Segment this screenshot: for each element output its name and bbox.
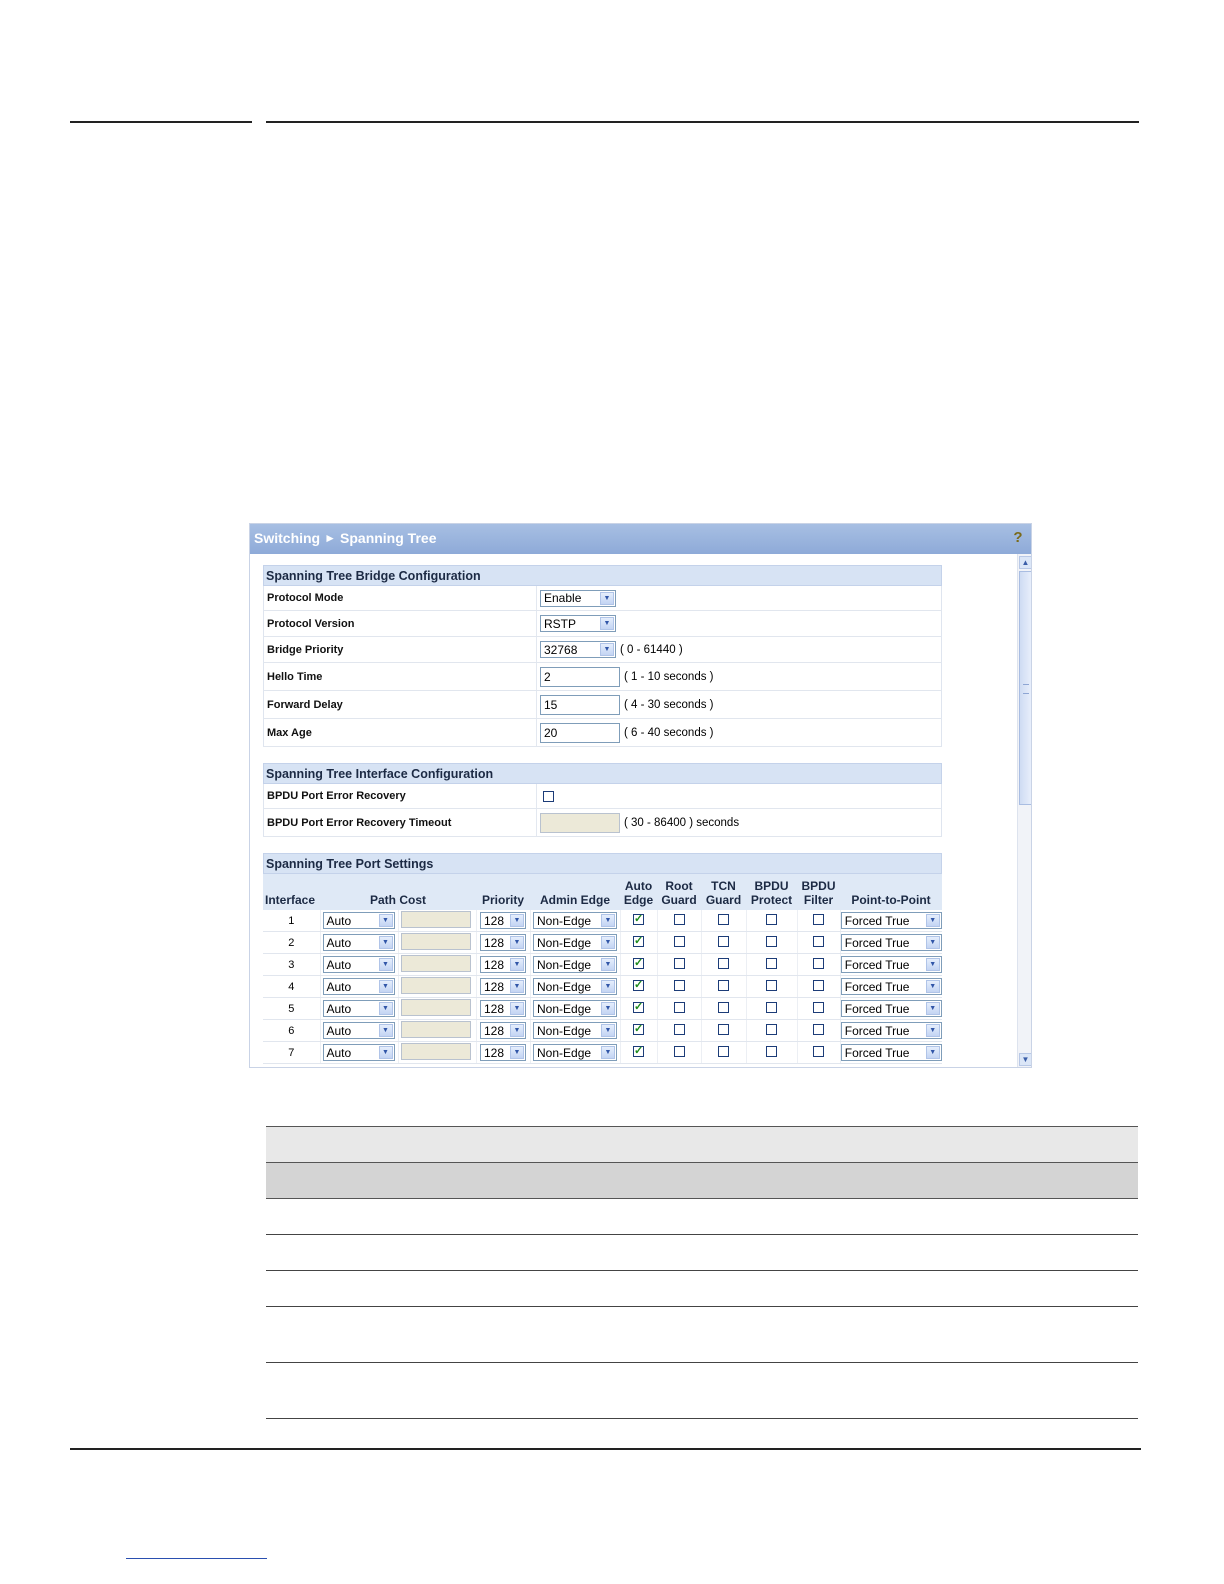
chevron-down-icon: ▼ <box>379 914 393 927</box>
interface-cell <box>263 998 320 1020</box>
bpdu-filter-checkbox[interactable] <box>813 936 824 947</box>
chevron-down-icon: ▼ <box>926 1002 940 1015</box>
priority-select[interactable] <box>480 934 526 951</box>
root-guard-checkbox[interactable] <box>674 1024 685 1035</box>
protocol-mode-value: Enable <box>544 591 582 605</box>
port-row <box>263 976 942 998</box>
admin-edge-select-value: Non-Edge <box>537 1001 592 1016</box>
chevron-down-icon: ▼ <box>601 980 615 993</box>
forward-delay-input[interactable]: 15 <box>540 695 620 715</box>
priority-select-value: 128 <box>484 979 505 994</box>
admin-edge-select[interactable] <box>533 912 617 929</box>
scroll-up-icon[interactable]: ▲ <box>1019 556 1032 569</box>
port-row <box>263 1042 942 1064</box>
protocol-version-value: RSTP <box>544 616 577 631</box>
path-cost-select[interactable] <box>323 1044 395 1061</box>
path-cost-input[interactable] <box>401 1021 471 1038</box>
path-cost-input[interactable] <box>401 977 471 994</box>
point-to-point-select-value: Forced True <box>844 979 910 994</box>
admin-edge-select[interactable] <box>533 1044 617 1061</box>
hello-time-row <box>263 663 942 691</box>
auto-edge-checkbox[interactable] <box>633 980 644 991</box>
interface-number: 3 <box>288 958 295 971</box>
chevron-down-icon: ▼ <box>510 1024 524 1037</box>
max-age-row <box>263 719 942 747</box>
tcn-guard-checkbox[interactable] <box>718 980 729 991</box>
scroll-down-icon[interactable]: ▼ <box>1019 1053 1032 1066</box>
interface-cell <box>263 976 320 998</box>
chevron-down-icon: ▼ <box>601 1046 615 1059</box>
point-to-point-select[interactable] <box>841 934 942 951</box>
auto-edge-checkbox[interactable] <box>633 1002 644 1013</box>
document-table <box>266 1126 1138 1419</box>
auto-edge-checkbox[interactable] <box>633 1024 644 1035</box>
chevron-down-icon: ▼ <box>601 936 615 949</box>
interface-number: 7 <box>288 1046 295 1059</box>
chevron-down-icon: ▼ <box>379 980 393 993</box>
chevron-down-icon: ▼ <box>510 936 524 949</box>
interface-cell <box>263 1042 320 1064</box>
chevron-down-icon: ▼ <box>510 980 524 993</box>
breadcrumb-arrow-icon: ► <box>324 531 337 545</box>
chevron-down-icon: ▼ <box>510 1046 524 1059</box>
path-cost-select-value: Auto <box>326 935 352 950</box>
chevron-down-icon: ▼ <box>600 592 614 605</box>
header-interface: Interface <box>265 893 316 907</box>
port-settings-table <box>263 874 942 1064</box>
admin-edge-select[interactable] <box>533 1000 617 1017</box>
forward-delay-label: Forward Delay <box>264 691 537 718</box>
priority-select[interactable] <box>480 1044 526 1061</box>
help-icon[interactable]: ? <box>1013 529 1023 546</box>
header-rule-left <box>70 121 252 123</box>
bpdu-filter-checkbox[interactable] <box>813 1024 824 1035</box>
bpdu-filter-checkbox[interactable] <box>813 1046 824 1057</box>
interface-cell <box>263 932 320 954</box>
interface-config-title: Spanning Tree Interface Configuration <box>263 763 942 784</box>
path-cost-select-value: Auto <box>326 1023 352 1038</box>
chevron-down-icon: ▼ <box>379 936 393 949</box>
path-cost-select[interactable] <box>323 1000 395 1017</box>
root-guard-checkbox[interactable] <box>674 914 685 925</box>
admin-edge-select-value: Non-Edge <box>537 979 592 994</box>
interface-number: 2 <box>288 936 295 949</box>
document-table-header <box>266 1126 1138 1163</box>
bpdu-protect-checkbox[interactable] <box>766 980 777 991</box>
protocol-mode-label: Protocol Mode <box>264 586 537 610</box>
admin-edge-select[interactable] <box>533 956 617 973</box>
chevron-down-icon: ▼ <box>926 914 940 927</box>
document-table-row <box>266 1307 1138 1363</box>
priority-select-value: 128 <box>484 935 505 950</box>
point-to-point-select-value: Forced True <box>844 935 910 950</box>
interface-number: 4 <box>288 980 295 993</box>
document-table-row <box>266 1199 1138 1235</box>
bpdu-protect-checkbox[interactable] <box>766 1002 777 1013</box>
admin-edge-select-value: Non-Edge <box>537 957 592 972</box>
path-cost-select-value: Auto <box>326 913 352 928</box>
bpdu-filter-checkbox[interactable] <box>813 1002 824 1013</box>
bpdu-protect-checkbox[interactable] <box>766 1024 777 1035</box>
path-cost-input[interactable] <box>401 1043 471 1060</box>
header-path-cost: Path Cost <box>369 893 426 907</box>
bridge-priority-range: ( 0 - 61440 ) <box>620 643 683 656</box>
port-table-header <box>263 874 942 910</box>
header-tcn-guard: TCN Guard <box>705 879 742 907</box>
admin-edge-select-value: Non-Edge <box>537 935 592 950</box>
chevron-down-icon: ▼ <box>379 958 393 971</box>
header-admin-edge: Admin Edge <box>539 893 610 907</box>
scrollbar-thumb[interactable] <box>1019 571 1032 805</box>
interface-cell <box>263 1020 320 1042</box>
root-guard-checkbox[interactable] <box>674 936 685 947</box>
bpdu-timeout-label: BPDU Port Error Recovery Timeout <box>264 809 537 836</box>
tcn-guard-checkbox[interactable] <box>718 1024 729 1035</box>
chevron-down-icon: ▼ <box>926 980 940 993</box>
port-row <box>263 910 942 932</box>
chevron-down-icon: ▼ <box>926 1024 940 1037</box>
port-settings-title: Spanning Tree Port Settings <box>263 853 942 874</box>
path-cost-select[interactable] <box>323 934 395 951</box>
max-age-label: Max Age <box>264 719 537 746</box>
priority-select[interactable] <box>480 956 526 973</box>
breadcrumb <box>254 530 436 546</box>
chevron-down-icon: ▼ <box>510 914 524 927</box>
forward-delay-range: ( 4 - 30 seconds ) <box>624 698 714 711</box>
header-auto-edge: Auto Edge <box>623 879 654 907</box>
header-priority: Priority <box>481 893 524 907</box>
path-cost-select-value: Auto <box>326 1045 352 1060</box>
admin-edge-select-value: Non-Edge <box>537 1045 592 1060</box>
protocol-mode-row <box>263 586 942 611</box>
bridge-priority-select[interactable] <box>540 641 616 658</box>
point-to-point-select-value: Forced True <box>844 1023 910 1038</box>
path-cost-select[interactable] <box>323 912 395 929</box>
path-cost-select-value: Auto <box>326 979 352 994</box>
bridge-config-section <box>263 565 942 747</box>
interface-cell <box>263 910 320 932</box>
point-to-point-select[interactable] <box>841 912 942 929</box>
root-guard-checkbox[interactable] <box>674 1002 685 1013</box>
root-guard-checkbox[interactable] <box>674 958 685 969</box>
priority-select[interactable] <box>480 1022 526 1039</box>
bpdu-filter-checkbox[interactable] <box>813 980 824 991</box>
max-age-input[interactable]: 20 <box>540 723 620 743</box>
hello-time-range: ( 1 - 10 seconds ) <box>624 670 714 683</box>
chevron-down-icon: ▼ <box>600 643 614 656</box>
admin-edge-select-value: Non-Edge <box>537 913 592 928</box>
chevron-down-icon: ▼ <box>510 958 524 971</box>
header-bpdu-protect: BPDU Protect <box>750 879 793 907</box>
bpdu-recovery-label: BPDU Port Error Recovery <box>264 784 537 808</box>
port-row <box>263 998 942 1020</box>
protocol-version-row <box>263 611 942 637</box>
priority-select-value: 128 <box>484 1001 505 1016</box>
root-guard-checkbox[interactable] <box>674 1046 685 1057</box>
bridge-priority-value: 32768 <box>544 642 578 657</box>
priority-select[interactable] <box>480 912 526 929</box>
bpdu-protect-checkbox[interactable] <box>766 958 777 969</box>
footer-link-underline[interactable] <box>126 1558 267 1559</box>
priority-select[interactable] <box>480 978 526 995</box>
bridge-priority-label: Bridge Priority <box>264 637 537 662</box>
protocol-version-label: Protocol Version <box>264 611 537 636</box>
port-rows <box>263 910 942 1064</box>
bpdu-timeout-input[interactable] <box>540 813 620 833</box>
chevron-down-icon: ▼ <box>926 1046 940 1059</box>
point-to-point-select[interactable] <box>841 1000 942 1017</box>
path-cost-input[interactable] <box>401 955 471 972</box>
auto-edge-checkbox[interactable] <box>633 958 644 969</box>
point-to-point-select[interactable] <box>841 1044 942 1061</box>
interface-number: 1 <box>288 914 295 927</box>
tcn-guard-checkbox[interactable] <box>718 1046 729 1057</box>
tcn-guard-checkbox[interactable] <box>718 936 729 947</box>
point-to-point-select[interactable] <box>841 956 942 973</box>
interface-number: 6 <box>288 1024 295 1037</box>
footer-rule <box>70 1448 1141 1450</box>
admin-edge-select[interactable] <box>533 934 617 951</box>
max-age-range: ( 6 - 40 seconds ) <box>624 726 714 739</box>
bpdu-recovery-row <box>263 784 942 809</box>
bridge-priority-row <box>263 637 942 663</box>
interface-config-section <box>263 763 942 837</box>
hello-time-input[interactable]: 2 <box>540 667 620 687</box>
document-table-row <box>266 1271 1138 1307</box>
path-cost-select-value: Auto <box>326 1001 352 1016</box>
tcn-guard-checkbox[interactable] <box>718 1002 729 1013</box>
chevron-down-icon: ▼ <box>601 914 615 927</box>
document-table-row <box>266 1235 1138 1271</box>
path-cost-select[interactable] <box>323 956 395 973</box>
protocol-mode-select[interactable] <box>540 590 616 607</box>
path-cost-input[interactable] <box>401 999 471 1016</box>
tcn-guard-checkbox[interactable] <box>718 914 729 925</box>
document-table-subheader <box>266 1163 1138 1199</box>
point-to-point-select-value: Forced True <box>844 913 910 928</box>
header-root-guard: Root Guard <box>661 879 697 907</box>
bpdu-protect-checkbox[interactable] <box>766 936 777 947</box>
port-row <box>263 932 942 954</box>
bpdu-timeout-row <box>263 809 942 837</box>
chevron-down-icon: ▼ <box>379 1046 393 1059</box>
chevron-down-icon: ▼ <box>926 936 940 949</box>
document-table-row <box>266 1363 1138 1419</box>
priority-select[interactable] <box>480 1000 526 1017</box>
auto-edge-checkbox[interactable] <box>633 1046 644 1057</box>
bpdu-timeout-range: ( 30 - 86400 ) seconds <box>624 816 740 829</box>
chevron-down-icon: ▼ <box>379 1002 393 1015</box>
chevron-down-icon: ▼ <box>601 1002 615 1015</box>
header-bpdu-filter: BPDU Filter <box>801 879 836 907</box>
forward-delay-row <box>263 691 942 719</box>
priority-select-value: 128 <box>484 1045 505 1060</box>
path-cost-select-value: Auto <box>326 957 352 972</box>
port-row <box>263 1020 942 1042</box>
breadcrumb-page: Spanning Tree <box>340 530 437 546</box>
point-to-point-select-value: Forced True <box>844 1045 910 1060</box>
bpdu-protect-checkbox[interactable] <box>766 1046 777 1057</box>
header-rule-right <box>266 121 1139 123</box>
auto-edge-checkbox[interactable] <box>633 914 644 925</box>
admin-edge-select[interactable] <box>533 1022 617 1039</box>
auto-edge-checkbox[interactable] <box>633 936 644 947</box>
path-cost-select[interactable] <box>323 1022 395 1039</box>
port-row <box>263 954 942 976</box>
chevron-down-icon: ▼ <box>601 1024 615 1037</box>
bpdu-filter-checkbox[interactable] <box>813 914 824 925</box>
admin-edge-select-value: Non-Edge <box>537 1023 592 1038</box>
chevron-down-icon: ▼ <box>601 958 615 971</box>
header-point-to-point: Point-to-Point <box>851 893 931 907</box>
bpdu-recovery-checkbox[interactable] <box>543 791 554 802</box>
priority-select-value: 128 <box>484 1023 505 1038</box>
point-to-point-select-value: Forced True <box>844 1001 910 1016</box>
vertical-scrollbar[interactable] <box>1017 554 1032 1068</box>
protocol-version-select[interactable] <box>540 615 616 632</box>
spanning-tree-window <box>249 523 1032 1068</box>
priority-select-value: 128 <box>484 957 505 972</box>
interface-number: 5 <box>288 1002 295 1015</box>
admin-edge-select[interactable] <box>533 978 617 995</box>
tcn-guard-checkbox[interactable] <box>718 958 729 969</box>
point-to-point-select[interactable] <box>841 978 942 995</box>
path-cost-input[interactable] <box>401 933 471 950</box>
priority-select-value: 128 <box>484 913 505 928</box>
chevron-down-icon: ▼ <box>379 1024 393 1037</box>
path-cost-input[interactable] <box>401 911 471 928</box>
chevron-down-icon: ▼ <box>926 958 940 971</box>
bridge-config-title: Spanning Tree Bridge Configuration <box>263 565 942 586</box>
point-to-point-select-value: Forced True <box>844 957 910 972</box>
point-to-point-select[interactable] <box>841 1022 942 1039</box>
interface-cell <box>263 954 320 976</box>
path-cost-select[interactable] <box>323 978 395 995</box>
breadcrumb-section[interactable]: Switching <box>254 530 321 546</box>
title-bar <box>250 524 1031 554</box>
bpdu-protect-checkbox[interactable] <box>766 914 777 925</box>
bpdu-filter-checkbox[interactable] <box>813 958 824 969</box>
chevron-down-icon: ▼ <box>510 1002 524 1015</box>
hello-time-label: Hello Time <box>264 663 537 690</box>
port-settings-section <box>263 853 942 1064</box>
root-guard-checkbox[interactable] <box>674 980 685 991</box>
chevron-down-icon: ▼ <box>600 617 614 630</box>
